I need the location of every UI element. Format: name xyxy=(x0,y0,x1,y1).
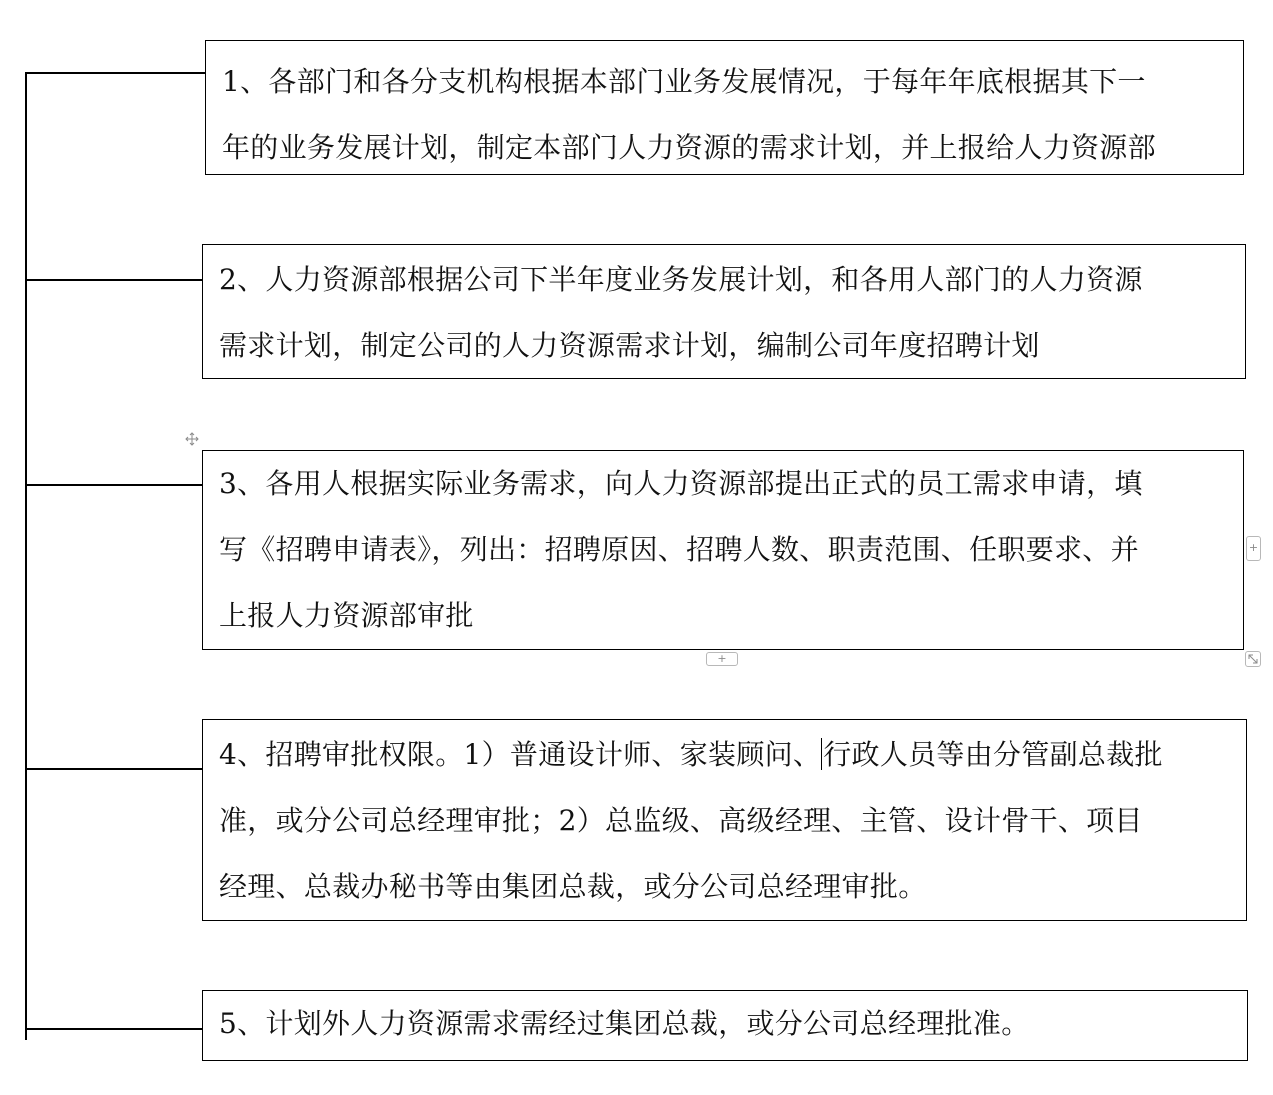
step-1-line-1: 1、各部门和各分支机构根据本部门业务发展情况，于每年年底根据其下一 xyxy=(222,65,1146,98)
step-4-line-1-after-cursor: 行政人员等由分管副总裁批 xyxy=(823,738,1163,771)
step-5-line-1: 5、计划外人力资源需求需经过集团总裁，或分公司总经理批准。 xyxy=(219,1007,1030,1040)
connector-branch-1 xyxy=(25,72,205,74)
step-box-3[interactable] xyxy=(202,450,1244,650)
step-box-1[interactable] xyxy=(205,40,1244,175)
step-box-5[interactable] xyxy=(202,990,1248,1061)
step-2-line-2: 需求计划，制定公司的人力资源需求计划，编制公司年度招聘计划 xyxy=(219,329,1040,362)
step-3-line-1: 3、各用人根据实际业务需求，向人力资源部提出正式的员工需求申请，填 xyxy=(219,467,1143,500)
add-row-button[interactable]: + xyxy=(706,652,738,666)
connector-branch-2 xyxy=(25,279,203,281)
connector-branch-3 xyxy=(25,484,203,486)
add-column-button[interactable]: + xyxy=(1246,536,1261,561)
move-arrows-icon[interactable] xyxy=(184,431,200,447)
step-box-4[interactable] xyxy=(202,719,1247,921)
step-box-2[interactable] xyxy=(202,244,1246,379)
connector-branch-5 xyxy=(25,1028,203,1030)
resize-corner-icon[interactable] xyxy=(1245,651,1261,667)
step-4-line-1-before-cursor: 4、招聘审批权限。1）普通设计师、家装顾问、 xyxy=(219,738,822,771)
step-4-line-1 xyxy=(219,722,1246,788)
connector-branch-4 xyxy=(25,768,203,770)
step-2-line-1: 2、人力资源部根据公司下半年度业务发展计划，和各用人部门的人力资源 xyxy=(219,263,1143,296)
step-3-line-2: 写《招聘申请表》，列出：招聘原因、招聘人数、职责范围、任职要求、并 xyxy=(219,533,1139,566)
step-4-line-3: 经理、总裁办秘书等由集团总裁，或分公司总经理审批。 xyxy=(219,870,927,903)
step-3-line-3: 上报人力资源部审批 xyxy=(219,599,474,632)
connector-spine xyxy=(25,72,27,1040)
step-1-line-2: 年的业务发展计划，制定本部门人力资源的需求计划，并上报给人力资源部 xyxy=(222,131,1156,164)
step-4-line-2: 准，或分公司总经理审批；2）总监级、高级经理、主管、设计骨干、项目 xyxy=(219,804,1143,837)
